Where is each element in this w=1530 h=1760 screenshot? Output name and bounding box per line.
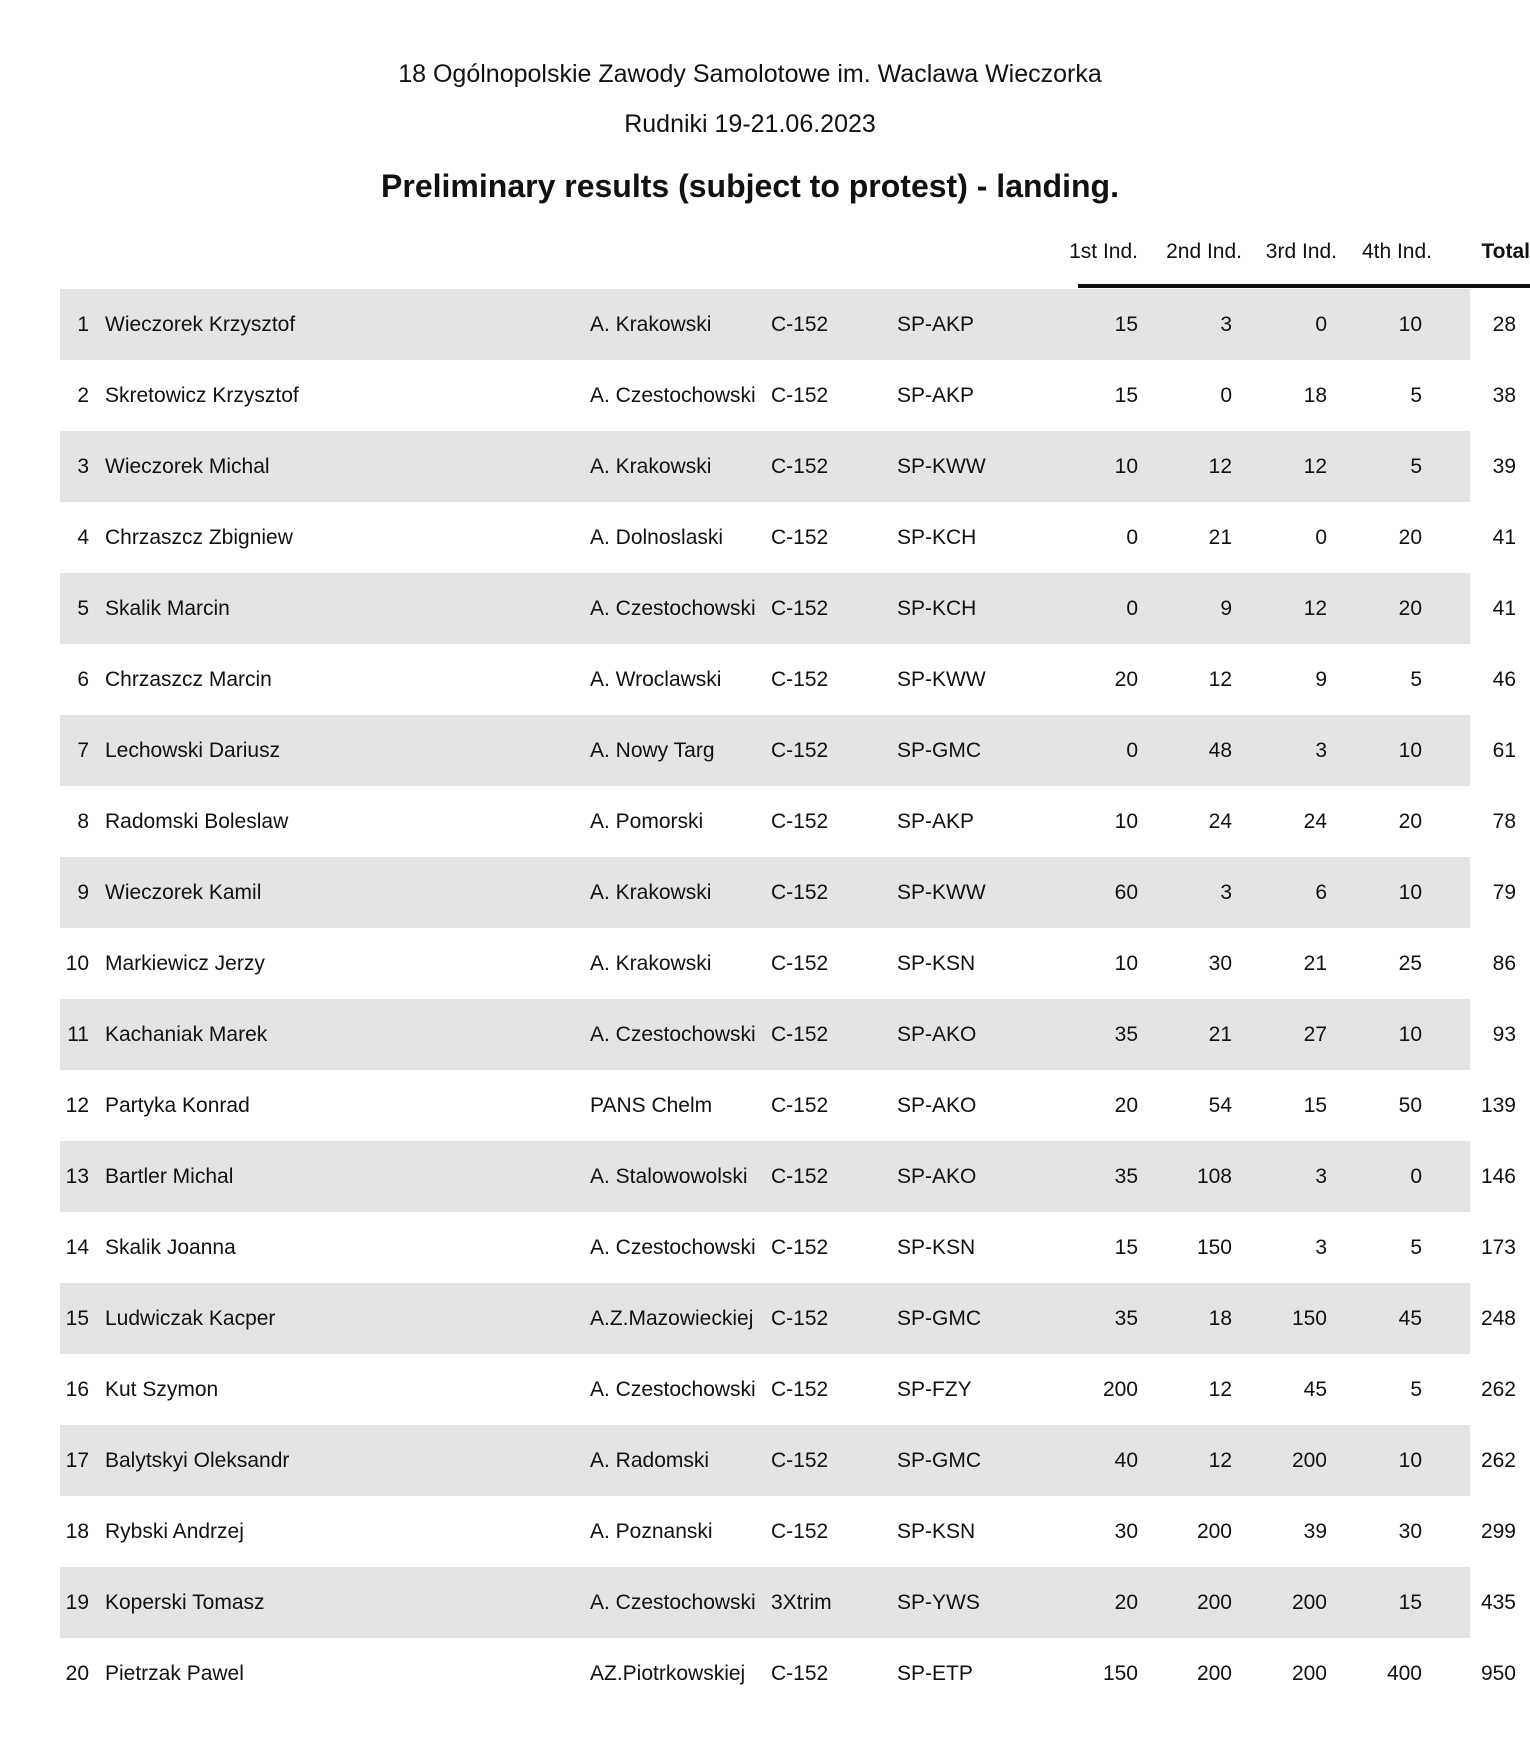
aircraft-cell: C-152 <box>771 1661 829 1685</box>
club-cell: A. Czestochowski <box>590 1022 756 1046</box>
ind3-cell: 15 <box>1303 1093 1327 1117</box>
ind2-cell: 0 <box>1220 383 1232 407</box>
aircraft-cell: C-152 <box>771 1306 829 1330</box>
club-cell: A. Stalowowolski <box>590 1164 748 1188</box>
table-row <box>60 1354 1516 1425</box>
total-cell: 41 <box>1492 525 1516 549</box>
ind1-cell: 40 <box>1114 1448 1138 1472</box>
ind4-cell: 10 <box>1398 1448 1422 1472</box>
ind3-cell: 18 <box>1303 383 1327 407</box>
ind4-cell: 5 <box>1410 1377 1422 1401</box>
club-cell: A. Czestochowski <box>590 1377 756 1401</box>
ind2-cell: 3 <box>1220 312 1232 336</box>
aircraft-cell: C-152 <box>771 1448 829 1472</box>
ind1-cell: 35 <box>1114 1164 1138 1188</box>
ind3-cell: 0 <box>1315 312 1327 336</box>
rank-cell: 10 <box>65 951 89 975</box>
rank-cell: 5 <box>77 596 89 620</box>
pilot-name-cell: Kut Szymon <box>105 1377 219 1401</box>
table-row <box>60 1283 1516 1354</box>
aircraft-cell: C-152 <box>771 1377 829 1401</box>
ind3-cell: 200 <box>1291 1661 1327 1685</box>
total-cell: 950 <box>1480 1661 1516 1685</box>
ind2-cell: 150 <box>1196 1235 1232 1259</box>
aircraft-cell: C-152 <box>771 880 829 904</box>
club-cell: AZ.Piotrkowskiej <box>590 1661 746 1685</box>
rank-cell: 12 <box>65 1093 89 1117</box>
table-row <box>60 1070 1516 1141</box>
registration-cell: SP-KSN <box>897 1235 976 1259</box>
place-date: Rudniki 19-21.06.2023 <box>624 110 876 138</box>
ind1-cell: 150 <box>1102 1661 1138 1685</box>
results-table <box>60 289 1516 1709</box>
ind2-cell: 30 <box>1208 951 1232 975</box>
pilot-name-cell: Wieczorek Kamil <box>105 880 262 904</box>
table-row <box>60 928 1516 999</box>
pilot-name-cell: Markiewicz Jerzy <box>105 951 265 975</box>
rank-cell: 20 <box>65 1661 89 1685</box>
club-cell: A. Krakowski <box>590 880 712 904</box>
ind1-cell: 60 <box>1114 880 1138 904</box>
registration-cell: SP-KCH <box>897 525 977 549</box>
registration-cell: SP-KCH <box>897 596 977 620</box>
total-cell: 78 <box>1492 809 1516 833</box>
rank-cell: 2 <box>77 383 89 407</box>
club-cell: A. Pomorski <box>590 809 704 833</box>
total-cell: 173 <box>1480 1235 1516 1259</box>
pilot-name-cell: Wieczorek Michal <box>105 454 270 478</box>
ind2-cell: 12 <box>1208 667 1232 691</box>
ind4-cell: 10 <box>1398 312 1422 336</box>
rank-cell: 9 <box>77 880 89 904</box>
pilot-name-cell: Lechowski Dariusz <box>105 738 281 762</box>
aircraft-cell: C-152 <box>771 1519 829 1543</box>
club-cell: A.Z.Mazowieckiej <box>590 1306 754 1330</box>
pilot-name-cell: Radomski Boleslaw <box>105 809 289 833</box>
ind3-cell: 9 <box>1315 667 1327 691</box>
total-cell: 61 <box>1492 738 1516 762</box>
total-cell: 46 <box>1492 667 1516 691</box>
total-cell: 435 <box>1480 1590 1516 1614</box>
ind1-cell: 10 <box>1114 951 1138 975</box>
rank-cell: 18 <box>65 1519 89 1543</box>
ind2-cell: 48 <box>1208 738 1232 762</box>
pilot-name-cell: Bartler Michal <box>105 1164 234 1188</box>
table-row <box>60 573 1516 644</box>
club-cell: A. Dolnoslaski <box>590 525 724 549</box>
ind4-cell: 400 <box>1386 1661 1422 1685</box>
aircraft-cell: C-152 <box>771 951 829 975</box>
ind4-cell: 10 <box>1398 880 1422 904</box>
table-row <box>60 1567 1516 1638</box>
registration-cell: SP-KSN <box>897 1519 976 1543</box>
col-header-total: Total <box>1481 240 1530 263</box>
table-row <box>60 502 1516 573</box>
table-row <box>60 857 1516 928</box>
registration-cell: SP-GMC <box>897 738 981 762</box>
ind2-cell: 12 <box>1208 1377 1232 1401</box>
table-row <box>60 786 1516 857</box>
table-header <box>60 240 1530 288</box>
ind1-cell: 15 <box>1114 383 1138 407</box>
ind4-cell: 15 <box>1398 1590 1422 1614</box>
table-row <box>60 1141 1516 1212</box>
pilot-name-cell: Wieczorek Krzysztof <box>105 312 296 336</box>
club-cell: A. Czestochowski <box>590 1590 756 1614</box>
ind4-cell: 10 <box>1398 738 1422 762</box>
ind1-cell: 35 <box>1114 1306 1138 1330</box>
rank-cell: 8 <box>77 809 89 833</box>
club-cell: A. Krakowski <box>590 951 712 975</box>
col-header-ind4: 4th Ind. <box>1361 240 1432 263</box>
aircraft-cell: C-152 <box>771 1164 829 1188</box>
ind1-cell: 35 <box>1114 1022 1138 1046</box>
club-cell: A. Poznanski <box>590 1519 713 1543</box>
ind1-cell: 20 <box>1114 1590 1138 1614</box>
ind4-cell: 5 <box>1410 1235 1422 1259</box>
ind4-cell: 5 <box>1410 383 1422 407</box>
ind1-cell: 15 <box>1114 312 1138 336</box>
pilot-name-cell: Partyka Konrad <box>105 1093 250 1117</box>
ind1-cell: 30 <box>1114 1519 1138 1543</box>
ind3-cell: 12 <box>1303 596 1327 620</box>
club-cell: A. Nowy Targ <box>590 738 715 762</box>
ind3-cell: 200 <box>1291 1448 1327 1472</box>
ind2-cell: 18 <box>1208 1306 1232 1330</box>
registration-cell: SP-KSN <box>897 951 976 975</box>
ind3-cell: 3 <box>1315 1164 1327 1188</box>
ind4-cell: 5 <box>1410 454 1422 478</box>
table-row <box>60 1496 1516 1567</box>
aircraft-cell: C-152 <box>771 312 829 336</box>
total-cell: 248 <box>1480 1306 1516 1330</box>
pilot-name-cell: Ludwiczak Kacper <box>105 1306 276 1330</box>
table-row <box>60 1212 1516 1283</box>
ind3-cell: 27 <box>1303 1022 1327 1046</box>
col-header-ind2: 2nd Ind. <box>1166 240 1242 263</box>
total-cell: 39 <box>1492 454 1516 478</box>
pilot-name-cell: Skretowicz Krzysztof <box>105 383 299 407</box>
aircraft-cell: C-152 <box>771 1022 829 1046</box>
ind2-cell: 3 <box>1220 880 1232 904</box>
ind2-cell: 54 <box>1208 1093 1232 1117</box>
header-rule <box>1078 284 1530 288</box>
ind3-cell: 3 <box>1315 1235 1327 1259</box>
club-cell: A. Czestochowski <box>590 1235 756 1259</box>
registration-cell: SP-AKP <box>897 312 975 336</box>
table-row <box>60 431 1516 502</box>
ind3-cell: 6 <box>1315 880 1327 904</box>
table-row <box>60 1425 1516 1496</box>
results-title: Preliminary results (subject to protest) - landing. <box>381 168 1119 204</box>
ind3-cell: 150 <box>1291 1306 1327 1330</box>
ind2-cell: 21 <box>1208 525 1232 549</box>
aircraft-cell: C-152 <box>771 667 829 691</box>
ind1-cell: 20 <box>1114 667 1138 691</box>
pilot-name-cell: Chrzaszcz Marcin <box>105 667 272 691</box>
ind2-cell: 12 <box>1208 1448 1232 1472</box>
registration-cell: SP-ETP <box>897 1661 973 1685</box>
total-cell: 86 <box>1492 951 1516 975</box>
ind2-cell: 108 <box>1196 1164 1232 1188</box>
pilot-name-cell: Koperski Tomasz <box>105 1590 265 1614</box>
ind2-cell: 9 <box>1220 596 1232 620</box>
ind3-cell: 12 <box>1303 454 1327 478</box>
aircraft-cell: C-152 <box>771 1235 829 1259</box>
club-cell: PANS Chelm <box>590 1093 713 1117</box>
club-cell: A. Radomski <box>590 1448 710 1472</box>
pilot-name-cell: Kachaniak Marek <box>105 1022 268 1046</box>
rank-cell: 6 <box>77 667 89 691</box>
ind1-cell: 0 <box>1126 525 1138 549</box>
table-row <box>60 999 1516 1070</box>
table-row <box>60 644 1516 715</box>
ind2-cell: 12 <box>1208 454 1232 478</box>
ind3-cell: 3 <box>1315 738 1327 762</box>
ind2-cell: 24 <box>1208 809 1232 833</box>
aircraft-cell: C-152 <box>771 809 829 833</box>
total-cell: 38 <box>1492 383 1516 407</box>
total-cell: 93 <box>1492 1022 1516 1046</box>
aircraft-cell: C-152 <box>771 383 829 407</box>
ind4-cell: 20 <box>1398 809 1422 833</box>
rank-cell: 1 <box>77 312 89 336</box>
club-cell: A. Czestochowski <box>590 383 756 407</box>
ind4-cell: 25 <box>1398 951 1422 975</box>
club-cell: A. Wroclawski <box>590 667 722 691</box>
ind1-cell: 0 <box>1126 596 1138 620</box>
ind4-cell: 45 <box>1398 1306 1422 1330</box>
club-cell: A. Krakowski <box>590 454 712 478</box>
rank-cell: 3 <box>77 454 89 478</box>
rank-cell: 15 <box>65 1306 89 1330</box>
table-row <box>60 360 1516 431</box>
ind4-cell: 20 <box>1398 596 1422 620</box>
ind1-cell: 15 <box>1114 1235 1138 1259</box>
pilot-name-cell: Chrzaszcz Zbigniew <box>105 525 293 549</box>
pilot-name-cell: Skalik Joanna <box>105 1235 236 1259</box>
club-cell: A. Krakowski <box>590 312 712 336</box>
rank-cell: 7 <box>77 738 89 762</box>
registration-cell: SP-KWW <box>897 667 986 691</box>
registration-cell: SP-GMC <box>897 1448 981 1472</box>
ind3-cell: 39 <box>1303 1519 1327 1543</box>
ind4-cell: 50 <box>1398 1093 1422 1117</box>
total-cell: 299 <box>1480 1519 1516 1543</box>
aircraft-cell: C-152 <box>771 525 829 549</box>
ind3-cell: 21 <box>1303 951 1327 975</box>
aircraft-cell: C-152 <box>771 1093 829 1117</box>
rank-cell: 13 <box>65 1164 89 1188</box>
registration-cell: SP-KWW <box>897 454 986 478</box>
registration-cell: SP-AKO <box>897 1022 977 1046</box>
ind3-cell: 24 <box>1303 809 1327 833</box>
registration-cell: SP-KWW <box>897 880 986 904</box>
aircraft-cell: C-152 <box>771 596 829 620</box>
aircraft-cell: 3Xtrim <box>771 1590 832 1614</box>
rank-cell: 4 <box>77 525 89 549</box>
ind1-cell: 10 <box>1114 809 1138 833</box>
ind3-cell: 45 <box>1303 1377 1327 1401</box>
table-row <box>60 1638 1516 1709</box>
pilot-name-cell: Skalik Marcin <box>105 596 230 620</box>
ind4-cell: 5 <box>1410 667 1422 691</box>
registration-cell: SP-AKP <box>897 809 975 833</box>
ind1-cell: 0 <box>1126 738 1138 762</box>
col-header-ind1: 1st Ind. <box>1069 240 1138 263</box>
total-cell: 262 <box>1480 1448 1516 1472</box>
aircraft-cell: C-152 <box>771 738 829 762</box>
ind4-cell: 10 <box>1398 1022 1422 1046</box>
ind4-cell: 0 <box>1410 1164 1422 1188</box>
event-title: 18 Ogólnopolskie Zawody Samolotowe im. Waclawa Wieczorka <box>398 60 1102 88</box>
registration-cell: SP-AKO <box>897 1164 977 1188</box>
aircraft-cell: C-152 <box>771 454 829 478</box>
rank-cell: 16 <box>65 1377 89 1401</box>
total-cell: 79 <box>1492 880 1516 904</box>
ind4-cell: 20 <box>1398 525 1422 549</box>
ind3-cell: 0 <box>1315 525 1327 549</box>
ind1-cell: 20 <box>1114 1093 1138 1117</box>
ind2-cell: 200 <box>1196 1661 1232 1685</box>
ind2-cell: 200 <box>1196 1590 1232 1614</box>
ind2-cell: 21 <box>1208 1022 1232 1046</box>
rank-cell: 14 <box>65 1235 89 1259</box>
table-row <box>60 715 1516 786</box>
registration-cell: SP-GMC <box>897 1306 981 1330</box>
club-cell: A. Czestochowski <box>590 596 756 620</box>
ind3-cell: 200 <box>1291 1590 1327 1614</box>
total-cell: 262 <box>1480 1377 1516 1401</box>
rank-cell: 17 <box>65 1448 89 1472</box>
total-cell: 139 <box>1480 1093 1516 1117</box>
rank-cell: 11 <box>67 1022 89 1046</box>
registration-cell: SP-AKO <box>897 1093 977 1117</box>
total-cell: 146 <box>1480 1164 1516 1188</box>
pilot-name-cell: Pietrzak Pawel <box>105 1661 244 1685</box>
rank-cell: 19 <box>65 1590 89 1614</box>
registration-cell: SP-YWS <box>897 1590 980 1614</box>
ind1-cell: 10 <box>1114 454 1138 478</box>
col-header-ind3: 3rd Ind. <box>1265 240 1337 263</box>
pilot-name-cell: Balytskyi Oleksandr <box>105 1448 290 1472</box>
registration-cell: SP-AKP <box>897 383 975 407</box>
total-cell: 28 <box>1492 312 1516 336</box>
ind1-cell: 200 <box>1102 1377 1138 1401</box>
total-cell: 41 <box>1492 596 1516 620</box>
ind4-cell: 30 <box>1398 1519 1422 1543</box>
table-row <box>60 289 1516 360</box>
registration-cell: SP-FZY <box>897 1377 972 1401</box>
pilot-name-cell: Rybski Andrzej <box>105 1519 244 1543</box>
ind2-cell: 200 <box>1196 1519 1232 1543</box>
